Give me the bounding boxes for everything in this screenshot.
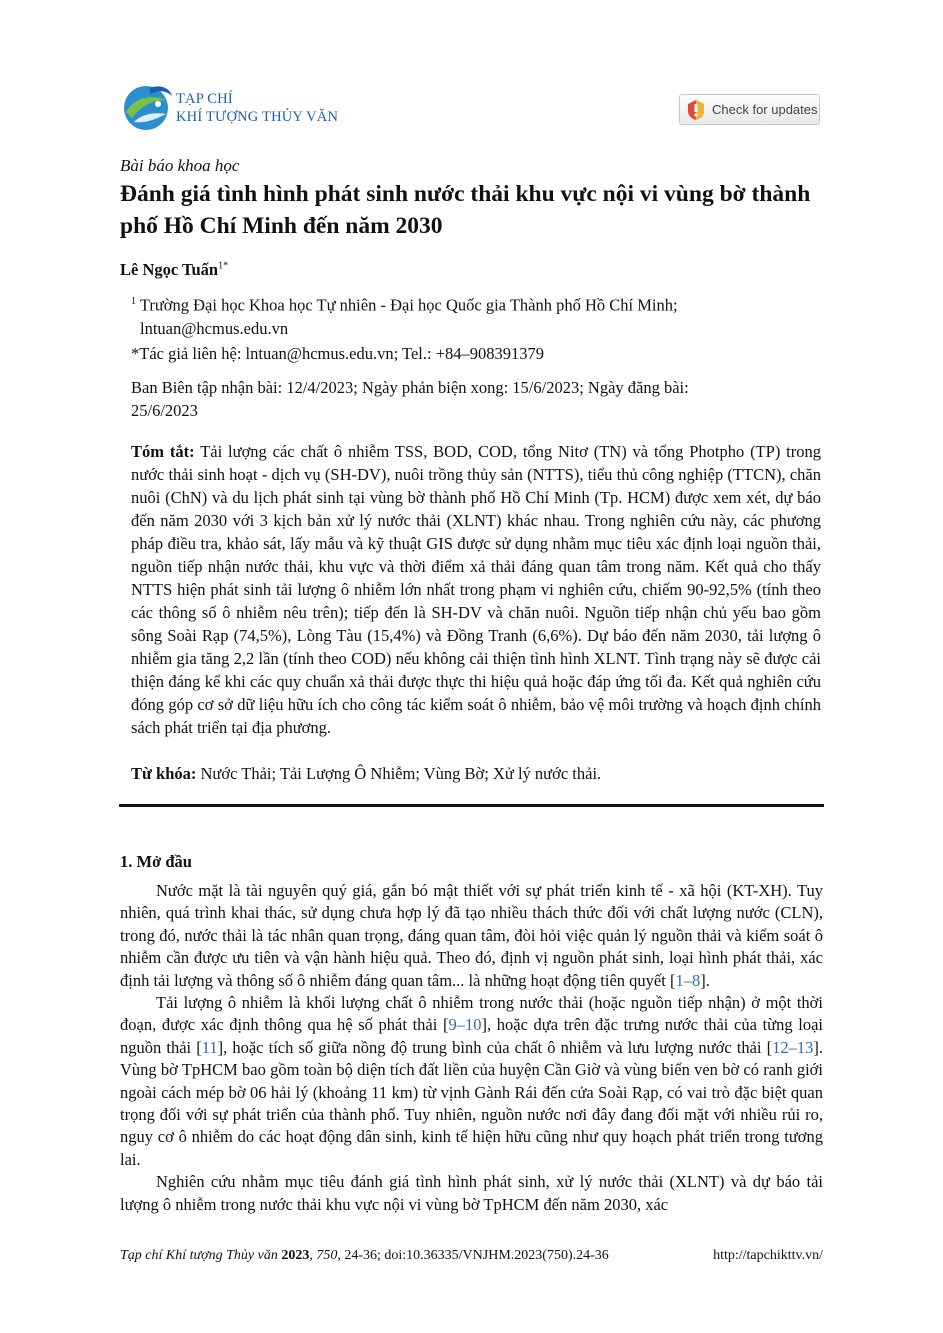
- footer-journal: Tạp chí Khí tượng Thủy văn: [120, 1248, 278, 1263]
- citation-link[interactable]: 11: [201, 1037, 218, 1057]
- footer-citation: Tạp chí Khí tượng Thủy văn 2023, 750, 24-36; doi:10.36335/VNJHM.2023(750).24-36: [120, 1248, 609, 1263]
- keywords-text: Nước Thải; Tải Lượng Ô Nhiễm; Vùng Bờ; Xử lý nước thải.: [200, 764, 602, 783]
- editorial-dates-line2: 25/6/2023: [131, 401, 198, 420]
- author-line: [120, 260, 228, 280]
- paragraph-1-text: Nước mặt là tài nguyên quý giá, gắn bó mật thiết với sự phát triển kinh tế - xã hội (KT-XH). Tuy nhiên, quá trình khai thác, sử dụng chưa hợp lý đã tạo nhiều thách thức đối với chất lượng nước (CLN), trong đó, nước thải là tác nhân quan trọng, đáng quan tâm, đòi hỏi việc quản lý nguồn thải và kiểm soát ô nhiễm cần được ưu tiên và vận hành hiệu quả. Theo đó, định vị nguồn phát sinh, loại hình phát thải, xác định tải lượng và thông số ô nhiễm đáng quan tâm... là những hoạt động tiên quyết [: [120, 881, 823, 990]
- keywords-label: Từ khóa:: [131, 764, 197, 783]
- footer-year: 2023: [281, 1248, 310, 1263]
- footer-pages-doi: , 24-36; doi:10.36335/VNJHM.2023(750).24-36: [337, 1248, 609, 1263]
- author-superscript: 1*: [218, 260, 229, 272]
- article-type: Bài báo khoa học: [120, 156, 240, 175]
- abstract-text: Tải lượng các chất ô nhiễm TSS, BOD, COD, tổng Nitơ (TN) và tổng Photpho (TP) trong nước thải sinh hoạt - dịch vụ (SH-DV), nuôi trồng thủy sản (NTTS), tiểu thủ công nghiệp (TTCN), chăn nuôi (ChN) và du lịch phát sinh tại vùng bờ thành phố Hồ Chí Minh (Tp. HCM) được xem xét, dự báo đến năm 2030 với 3 kịch bản xử lý nước thải (XLNT) khác nhau. Trong nghiên cứu này, các phương pháp điều tra, khảo sát, lấy mẫu và kỹ thuật GIS được sử dụng nhằm mục tiêu xác định loại nguồn thải, nguồn tiếp nhận nước thải, khu vực và thời điểm xả thải đáng quan tâm trong năm. Kết quả cho thấy NTTS hiện phát sinh tải lượng ô nhiễm lớn nhất trong phạm vi nghiên cứu, chiếm 90-92,5% (tính theo các thông số ô nhiễm nêu trên); tiếp đến là SH-DV và chăn nuôi. Nguồn tiếp nhận chủ yếu bao gồm sông Soài Rạp (74,5%), Lòng Tàu (15,4%) và Đồng Tranh (6,6%). Dự báo đến năm 2030, tải lượng ô nhiễm gia tăng 2,2 lần (tính theo COD) nếu không cải thiện tình hình XLNT. Tình trạng này sẽ được cải thiện đáng kể khi các quy chuẩn xả thải được thực thi hiệu quả hoặc đáp ứng tối đa. Kết quả nghiên cứu đóng góp cơ sở dữ liệu hữu ích cho công tác kiểm soát ô nhiễm, bảo vệ môi trường và hoạch định chính sách phát triển tại địa phương.: [131, 442, 822, 737]
- corresponding-author: *Tác giả liên hệ: lntuan@hcmus.edu.vn; Tel.: +84–908391379: [131, 344, 545, 363]
- affiliation: [131, 290, 821, 340]
- editorial-dates-line1: Ban Biên tập nhận bài: 12/4/2023; Ngày phản biện xong: 15/6/2023; Ngày đăng bài:: [131, 378, 689, 397]
- section-divider: [119, 804, 824, 807]
- journal-name-line1: TẠP CHÍ: [176, 91, 233, 107]
- abstract: [131, 440, 821, 739]
- paragraph-3: Nghiên cứu nhằm mục tiêu đánh giá tình hình phát sinh, xử lý nước thải (XLNT) và dự báo tải lượng ô nhiễm trong nước thải khu vực nội vi vùng bờ TpHCM đến năm 2030, xác: [120, 1172, 823, 1214]
- journal-name: [176, 90, 338, 126]
- check-updates-icon: [684, 98, 708, 122]
- paragraph-1: [120, 880, 823, 992]
- journal-emblem-icon: [120, 78, 176, 134]
- paragraph-1-end: ].: [700, 970, 710, 990]
- paragraph-2-text-d: ]. Vùng bờ TpHCM bao gồm toàn bộ diện tích đất liền của huyện Cần Giờ và vùng biển ven bờ có ranh giới ngoài cách mép bờ 06 hải lý (khoảng 11 km) từ vịnh Gành Rái đến cửa Soài Rạp, có vai trò đặc biệt quan trọng đối với sự phát triển của thành phố. Tuy nhiên, nguồn nước nơi đây đang đối mặt với nhiều rủi ro, nguy cơ ô nhiễm do các hoạt động dân sinh, kinh tế hiện hữu cũng như quy hoạch phát triển trong tương lai.: [120, 1037, 823, 1169]
- editorial-dates: [131, 376, 821, 422]
- footer-issue: 750: [316, 1248, 338, 1263]
- introduction-body: [120, 880, 823, 1216]
- citation-link[interactable]: 1–8: [675, 970, 701, 990]
- section-heading-introduction: 1. Mở đầu: [120, 852, 192, 871]
- check-for-updates-button[interactable]: [679, 94, 820, 125]
- paragraph-2-text-c: ], hoặc tích số giữa nồng độ trung bình của chất ô nhiễm và lưu lượng nước thải [: [217, 1037, 773, 1057]
- paragraph-2-text-b: ], hoặc dựa trên đặc trưng nước thải của từng loại nguồn thải [: [120, 1015, 823, 1057]
- citation-link[interactable]: 9–10: [448, 1015, 482, 1035]
- author-name: Lê Ngọc Tuấn: [120, 260, 219, 279]
- journal-logo: [120, 78, 380, 138]
- affiliation-number: 1: [131, 296, 136, 307]
- keywords: [131, 764, 821, 784]
- check-updates-label: Check for updates: [712, 102, 818, 117]
- affiliation-email[interactable]: lntuan@hcmus.edu.vn: [140, 318, 289, 338]
- article-title: Đánh giá tình hình phát sinh nước thải khu vực nội vi vùng bờ thành phố Hồ Chí Minh đến năm 2030: [120, 181, 811, 239]
- footer-url[interactable]: http://tapchikttv.vn/: [713, 1248, 823, 1263]
- journal-name-line2: KHÍ TƯỢNG THỦY VĂN: [176, 109, 339, 125]
- paragraph-2-text-a: Tải lượng ô nhiễm là khối lượng chất ô nhiễm trong nước thải (hoặc nguồn tiếp nhận) ở một thời đoạn, được xác định thông qua hệ số phát thải [: [120, 993, 823, 1035]
- abstract-label: Tóm tắt:: [131, 442, 195, 461]
- paragraph-2: [120, 992, 823, 1171]
- affiliation-institution: Trường Đại học Khoa học Tự nhiên - Đại học Quốc gia Thành phố Hồ Chí Minh;: [139, 295, 678, 315]
- citation-link[interactable]: 12–13: [772, 1037, 814, 1057]
